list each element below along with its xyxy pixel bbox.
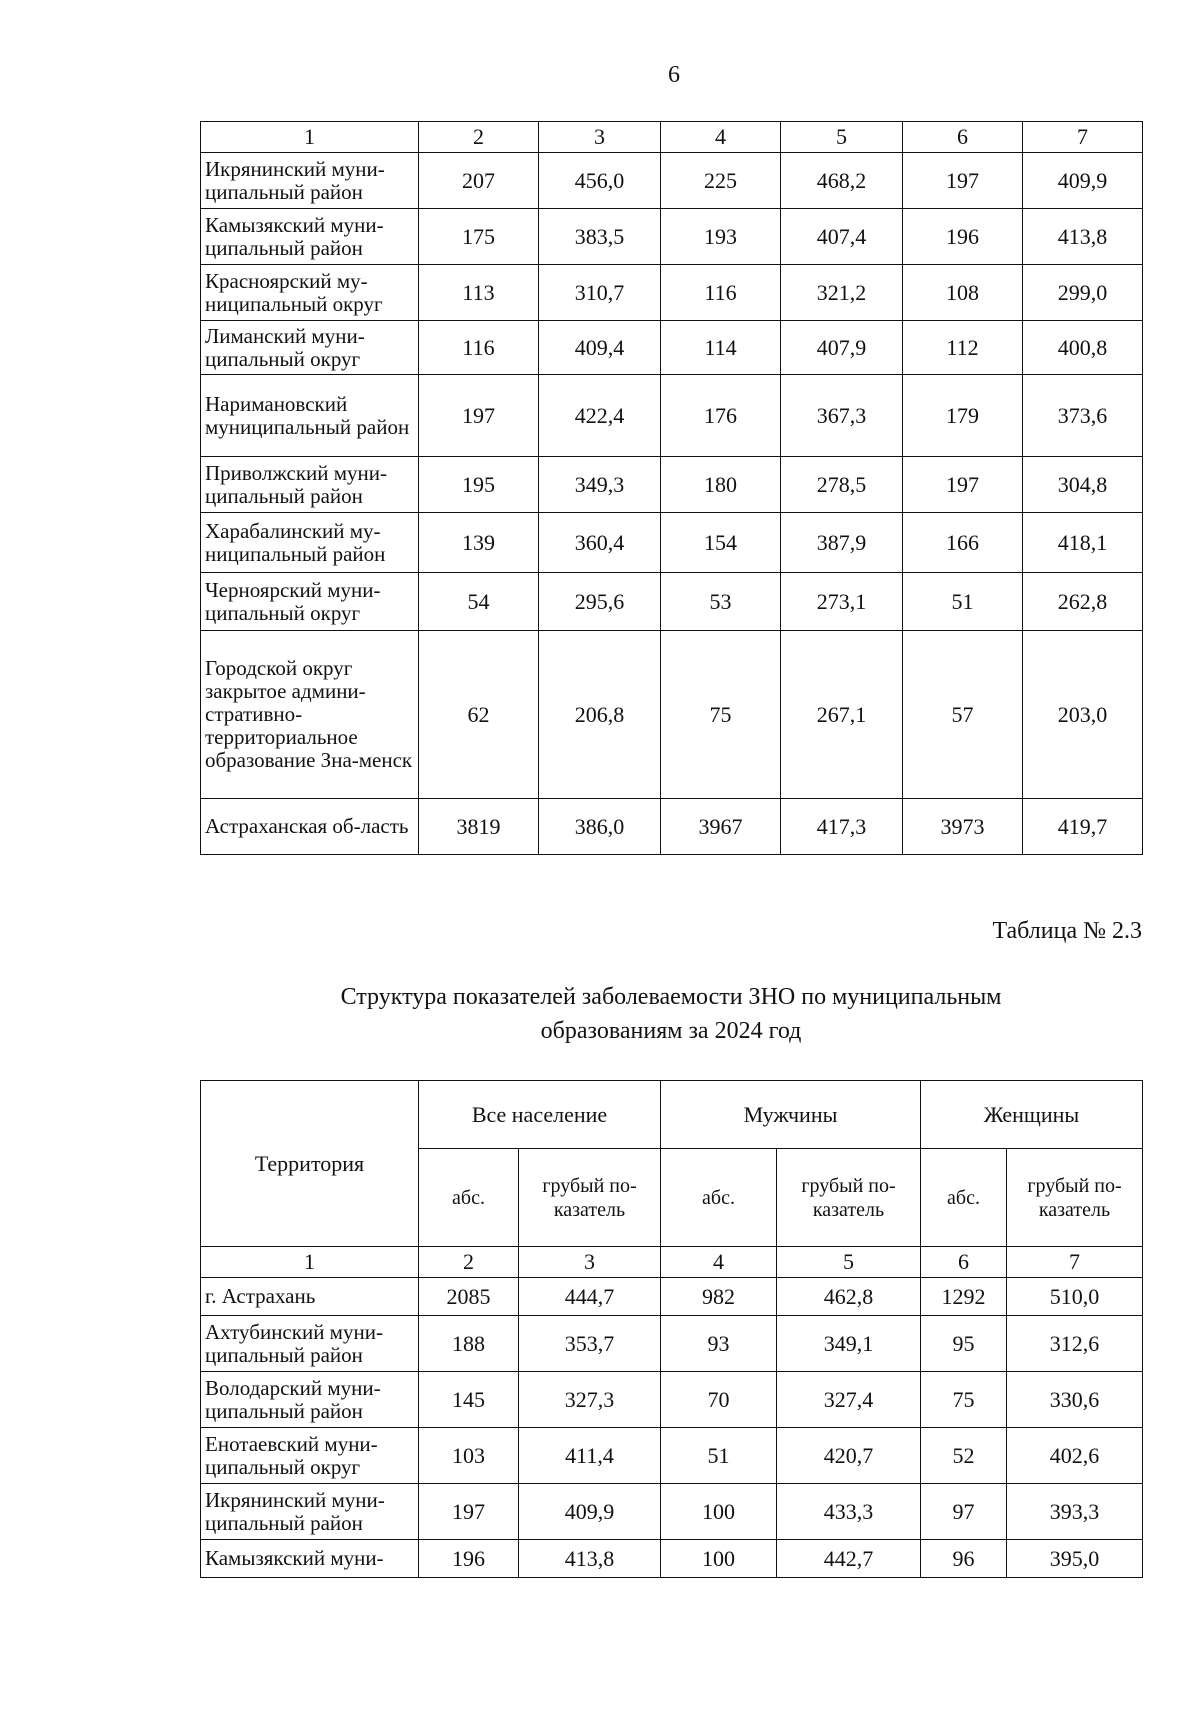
territory-cell: Черноярский муни-ципальный округ [201,573,419,631]
value-cell: 419,7 [1023,799,1143,855]
value-cell: 57 [903,631,1023,799]
value-cell: 112 [903,321,1023,375]
table-row [201,631,1143,799]
value-cell: 360,4 [539,513,661,573]
value-cell: 52 [921,1428,1007,1484]
value-cell: 114 [661,321,781,375]
col-number: 5 [781,122,903,153]
value-cell: 456,0 [539,153,661,209]
territory-cell: Приволжский муни-ципальный район [201,457,419,513]
value-cell: 197 [419,375,539,457]
value-cell: 180 [661,457,781,513]
value-cell: 193 [661,209,781,265]
table-row [201,321,1143,375]
value-cell: 418,1 [1023,513,1143,573]
value-cell: 982 [661,1278,777,1316]
value-cell: 103 [419,1428,519,1484]
header-territory: Территория [201,1081,419,1247]
value-cell: 409,9 [1023,153,1143,209]
value-cell: 468,2 [781,153,903,209]
value-cell: 179 [903,375,1023,457]
value-cell: 197 [419,1484,519,1540]
value-cell: 349,1 [777,1316,921,1372]
value-cell: 413,8 [519,1540,661,1578]
value-cell: 196 [419,1540,519,1578]
value-cell: 407,4 [781,209,903,265]
value-cell: 100 [661,1484,777,1540]
table-row [201,375,1143,457]
value-cell: 188 [419,1316,519,1372]
value-cell: 203,0 [1023,631,1143,799]
value-cell: 400,8 [1023,321,1143,375]
page-number: 6 [668,62,680,88]
value-cell: 206,8 [539,631,661,799]
value-cell: 145 [419,1372,519,1428]
col-number: 3 [519,1247,661,1278]
value-cell: 312,6 [1007,1316,1143,1372]
table-row [201,1316,1143,1372]
value-cell: 75 [661,631,781,799]
table-row [201,457,1143,513]
value-cell: 411,4 [519,1428,661,1484]
col-number: 7 [1007,1247,1143,1278]
value-cell: 113 [419,265,539,321]
table-row [201,1428,1143,1484]
value-cell: 409,9 [519,1484,661,1540]
value-cell: 100 [661,1540,777,1578]
header-men: Мужчины [661,1081,921,1149]
value-cell: 327,4 [777,1372,921,1428]
table-label: Таблица № 2.3 [992,918,1142,944]
subheader-rate: грубый по-казатель [519,1149,661,1247]
value-cell: 116 [661,265,781,321]
value-cell: 75 [921,1372,1007,1428]
col-number: 6 [903,122,1023,153]
value-cell: 413,8 [1023,209,1143,265]
value-cell: 197 [903,457,1023,513]
value-cell: 176 [661,375,781,457]
col-number: 7 [1023,122,1143,153]
value-cell: 278,5 [781,457,903,513]
value-cell: 417,3 [781,799,903,855]
territory-cell: Икрянинский муни-ципальный район [201,153,419,209]
value-cell: 395,0 [1007,1540,1143,1578]
subheader-rate: грубый по-казатель [1007,1149,1143,1247]
value-cell: 383,5 [539,209,661,265]
table-row [201,1278,1143,1316]
value-cell: 510,0 [1007,1278,1143,1316]
value-cell: 462,8 [777,1278,921,1316]
value-cell: 196 [903,209,1023,265]
value-cell: 387,9 [781,513,903,573]
table-row [201,1540,1143,1578]
value-cell: 304,8 [1023,457,1143,513]
subheader-abs: абс. [419,1149,519,1247]
value-cell: 262,8 [1023,573,1143,631]
value-cell: 51 [903,573,1023,631]
column-number-row [201,1247,1143,1278]
value-cell: 386,0 [539,799,661,855]
col-number: 4 [661,122,781,153]
value-cell: 442,7 [777,1540,921,1578]
value-cell: 444,7 [519,1278,661,1316]
col-number: 3 [539,122,661,153]
value-cell: 93 [661,1316,777,1372]
territory-cell: Володарский муни-ципальный район [201,1372,419,1428]
header-all-population: Все население [419,1081,661,1149]
col-number: 2 [419,122,539,153]
territory-cell: Камызякский муни- [201,1540,419,1578]
subheader-abs: абс. [661,1149,777,1247]
value-cell: 367,3 [781,375,903,457]
value-cell: 422,4 [539,375,661,457]
value-cell: 299,0 [1023,265,1143,321]
value-cell: 393,3 [1007,1484,1143,1540]
value-cell: 409,4 [539,321,661,375]
value-cell: 2085 [419,1278,519,1316]
value-cell: 175 [419,209,539,265]
value-cell: 62 [419,631,539,799]
value-cell: 97 [921,1484,1007,1540]
value-cell: 407,9 [781,321,903,375]
table-row [201,153,1143,209]
table-row [201,573,1143,631]
territory-cell: Камызякский муни-ципальный район [201,209,419,265]
col-number: 4 [661,1247,777,1278]
value-cell: 267,1 [781,631,903,799]
value-cell: 353,7 [519,1316,661,1372]
value-cell: 310,7 [539,265,661,321]
value-cell: 433,3 [777,1484,921,1540]
table-row [201,799,1143,855]
table-row [201,209,1143,265]
table-row [201,265,1143,321]
value-cell: 1292 [921,1278,1007,1316]
table-title [200,980,1142,1048]
value-cell: 420,7 [777,1428,921,1484]
territory-cell: Харабалинский му-ниципальный район [201,513,419,573]
territory-cell: г. Астрахань [201,1278,419,1316]
value-cell: 295,6 [539,573,661,631]
value-cell: 3967 [661,799,781,855]
territory-cell: Икрянинский муни-ципальный район [201,1484,419,1540]
value-cell: 54 [419,573,539,631]
value-cell: 70 [661,1372,777,1428]
table-row [201,513,1143,573]
value-cell: 108 [903,265,1023,321]
value-cell: 139 [419,513,539,573]
territory-cell: Лиманский муни-ципальный округ [201,321,419,375]
header-women: Женщины [921,1081,1143,1149]
table-row [201,1372,1143,1428]
territory-cell: Астраханская об-ласть [201,799,419,855]
table-incidence-continued [200,121,1143,855]
value-cell: 321,2 [781,265,903,321]
territory-cell: Красноярский му-ниципальный округ [201,265,419,321]
value-cell: 330,6 [1007,1372,1143,1428]
table-title-line: Структура показателей заболеваемости ЗНО по муниципальным [340,984,1002,1010]
territory-cell: Ахтубинский муни-ципальный район [201,1316,419,1372]
value-cell: 3819 [419,799,539,855]
col-number: 1 [201,122,419,153]
value-cell: 327,3 [519,1372,661,1428]
subheader-rate: грубый по-казатель [777,1149,921,1247]
value-cell: 195 [419,457,539,513]
value-cell: 95 [921,1316,1007,1372]
col-number: 1 [201,1247,419,1278]
territory-cell: Наримановский муниципальный район [201,375,419,457]
column-number-row [201,122,1143,153]
territory-cell: Городской округ закрытое админи-стративно-территориальное образование Зна-менск [201,631,419,799]
value-cell: 116 [419,321,539,375]
value-cell: 373,6 [1023,375,1143,457]
value-cell: 53 [661,573,781,631]
territory-cell: Енотаевский муни-ципальный округ [201,1428,419,1484]
subheader-abs: абс. [921,1149,1007,1247]
header-row [201,1081,1143,1149]
col-number: 6 [921,1247,1007,1278]
value-cell: 51 [661,1428,777,1484]
table-title-line: образованиям за 2024 год [540,1018,802,1044]
value-cell: 225 [661,153,781,209]
table-incidence-structure [200,1080,1143,1578]
value-cell: 154 [661,513,781,573]
value-cell: 96 [921,1540,1007,1578]
table-row [201,1484,1143,1540]
value-cell: 197 [903,153,1023,209]
value-cell: 207 [419,153,539,209]
value-cell: 273,1 [781,573,903,631]
col-number: 2 [419,1247,519,1278]
value-cell: 402,6 [1007,1428,1143,1484]
value-cell: 166 [903,513,1023,573]
col-number: 5 [777,1247,921,1278]
value-cell: 349,3 [539,457,661,513]
value-cell: 3973 [903,799,1023,855]
